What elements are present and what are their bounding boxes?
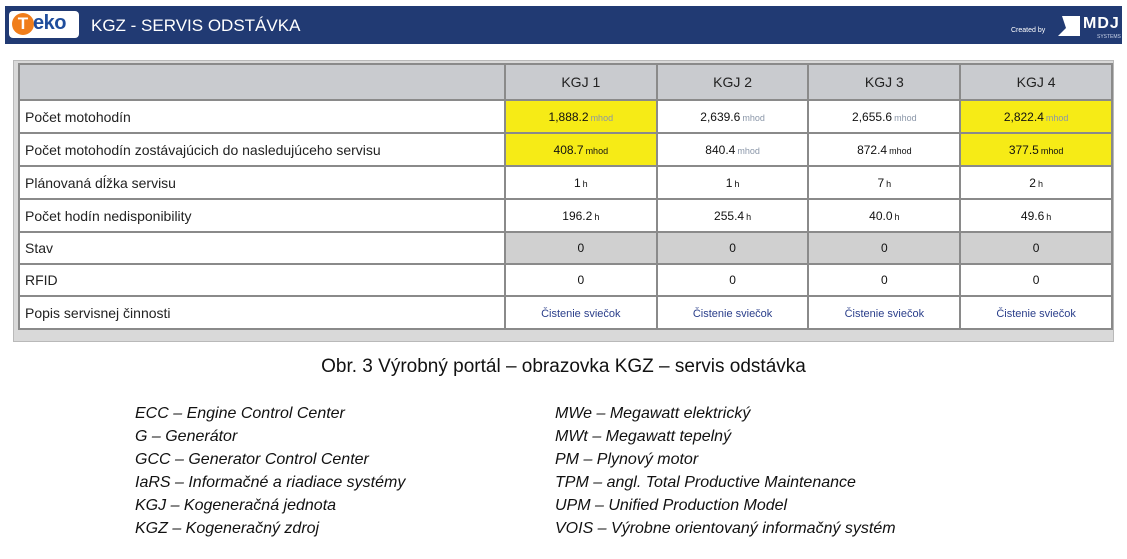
cell-unit: h	[746, 211, 752, 222]
figure-caption: Obr. 3 Výrobný portál – obrazovka KGZ – servis odstávka	[321, 356, 806, 377]
abbreviations-left	[135, 402, 405, 540]
table-row	[19, 166, 1112, 199]
table-cell	[808, 296, 960, 329]
cell-unit: h	[734, 178, 740, 189]
table-row	[19, 232, 1112, 264]
cell-unit: h	[582, 178, 588, 189]
row-label: Popis servisnej činnosti	[19, 296, 505, 329]
table-cell	[505, 100, 657, 133]
cell-unit: h	[594, 211, 600, 222]
cell-unit: mhod	[894, 112, 917, 123]
table-row	[19, 100, 1112, 133]
mdj-logo-text: MDJ	[1083, 15, 1120, 32]
table-cell	[505, 296, 657, 329]
page-title: KGZ - SERVIS ODSTÁVKA	[91, 16, 301, 35]
cell-unit: mhod	[742, 112, 765, 123]
abbreviation-item: KGJ – Kogeneračná jednota	[135, 497, 337, 514]
table-cell	[505, 133, 657, 166]
cell-unit: mhod	[1040, 145, 1064, 156]
row-label: Plánovaná dĺžka servisu	[19, 166, 505, 199]
cell-unit: mhod	[1045, 112, 1069, 123]
abbreviation-item: VOIS – Výrobne orientovaný informačný systém	[555, 520, 896, 537]
service-table	[18, 63, 1113, 330]
mdj-logo-subtext: SYSTEMS	[1097, 34, 1121, 40]
cell-value: 2	[1029, 175, 1036, 190]
status-cell: 0	[505, 232, 657, 264]
row-label: Počet motohodín	[19, 100, 505, 133]
status-cell: 0	[657, 232, 809, 264]
table-cell	[808, 199, 960, 232]
service-description-link[interactable]: Čistenie sviečok	[844, 307, 925, 320]
table-cell	[657, 100, 809, 133]
cell-value: 408.7	[553, 142, 584, 157]
row-label: RFID	[19, 264, 505, 296]
cell-value: 377.5	[1008, 142, 1039, 157]
table-cell	[808, 166, 960, 199]
table-cell	[505, 199, 657, 232]
column-header-kgj3: KGJ 3	[808, 64, 960, 100]
column-header-kgj2: KGJ 2	[657, 64, 809, 100]
service-table-panel	[13, 60, 1114, 342]
rfid-cell: 0	[960, 264, 1112, 296]
row-label: Počet hodín nedisponibility	[19, 199, 505, 232]
cell-value: 255.4	[714, 208, 745, 223]
teko-logo[interactable]	[9, 11, 79, 38]
cell-unit: h	[1037, 178, 1043, 189]
cell-unit: h	[1046, 211, 1052, 222]
cell-value: 196.2	[562, 208, 593, 223]
rfid-cell: 0	[808, 264, 960, 296]
table-cell	[960, 296, 1112, 329]
abbreviation-item: GCC – Generator Control Center	[135, 451, 369, 468]
cell-value: 7	[877, 175, 885, 190]
rfid-cell: 0	[657, 264, 809, 296]
cell-unit: mhod	[585, 145, 609, 156]
status-cell: 0	[808, 232, 960, 264]
cell-value: 1	[725, 175, 733, 190]
row-label: Stav	[19, 232, 505, 264]
service-description-link[interactable]: Čistenie sviečok	[692, 307, 773, 320]
abbreviations-right	[555, 402, 896, 540]
rfid-cell: 0	[505, 264, 657, 296]
logo-text: eko	[33, 12, 66, 34]
table-row	[19, 199, 1112, 232]
service-description-link[interactable]: Čistenie sviečok	[996, 307, 1076, 320]
cell-value: 2,655.6	[852, 109, 893, 124]
table-cell	[505, 166, 657, 199]
cell-value: 840.4	[705, 142, 736, 157]
table-row	[19, 296, 1112, 329]
table-cell	[657, 296, 809, 329]
table-header-corner	[19, 64, 505, 100]
cell-unit: mhod	[590, 112, 614, 123]
cell-value: 49.6	[1020, 208, 1045, 223]
table-cell	[960, 199, 1112, 232]
status-cell: 0	[960, 232, 1112, 264]
cell-value: 1,888.2	[548, 109, 589, 124]
cell-value: 2,822.4	[1003, 109, 1044, 124]
table-cell	[960, 166, 1112, 199]
abbreviation-item: UPM – Unified Production Model	[555, 497, 788, 514]
cell-value: 872.4	[857, 142, 888, 157]
table-cell	[960, 133, 1112, 166]
service-description-link[interactable]: Čistenie sviečok	[541, 307, 621, 320]
cell-unit: h	[894, 211, 900, 222]
abbreviation-item: TPM – angl. Total Productive Maintenance	[555, 474, 856, 491]
cell-value: 1	[573, 175, 581, 190]
cell-value: 40.0	[869, 208, 893, 223]
abbreviation-item: IaRS – Informačné a riadiace systémy	[135, 474, 406, 491]
abbreviation-item: G – Generátor	[135, 428, 238, 445]
cell-unit: mhod	[889, 145, 912, 156]
logo-mark: T	[12, 13, 34, 35]
table-header-row	[19, 64, 1112, 100]
mdj-logo-icon	[1058, 16, 1080, 36]
cell-unit: h	[886, 178, 892, 189]
abbreviation-item: KGZ – Kogeneračný zdroj	[135, 520, 320, 537]
abbreviation-item: ECC – Engine Control Center	[135, 405, 345, 422]
abbreviation-item: MWe – Megawatt elektrický	[555, 405, 751, 422]
abbreviation-item: PM – Plynový motor	[555, 451, 699, 468]
column-header-kgj1: KGJ 1	[505, 64, 657, 100]
table-cell	[657, 166, 809, 199]
app-header	[5, 6, 1122, 44]
table-cell	[808, 100, 960, 133]
row-label: Počet motohodín zostávajúcich do nasledujúceho servisu	[19, 133, 505, 166]
abbreviation-item: MWt – Megawatt tepelný	[555, 428, 732, 445]
table-cell	[960, 100, 1112, 133]
table-cell	[657, 133, 809, 166]
column-header-kgj4: KGJ 4	[960, 64, 1112, 100]
cell-value: 2,639.6	[700, 109, 741, 124]
table-cell	[808, 133, 960, 166]
cell-unit: mhod	[737, 145, 760, 156]
table-row	[19, 133, 1112, 166]
table-row	[19, 264, 1112, 296]
created-by-label: Created by	[1011, 27, 1046, 34]
table-cell	[657, 199, 809, 232]
